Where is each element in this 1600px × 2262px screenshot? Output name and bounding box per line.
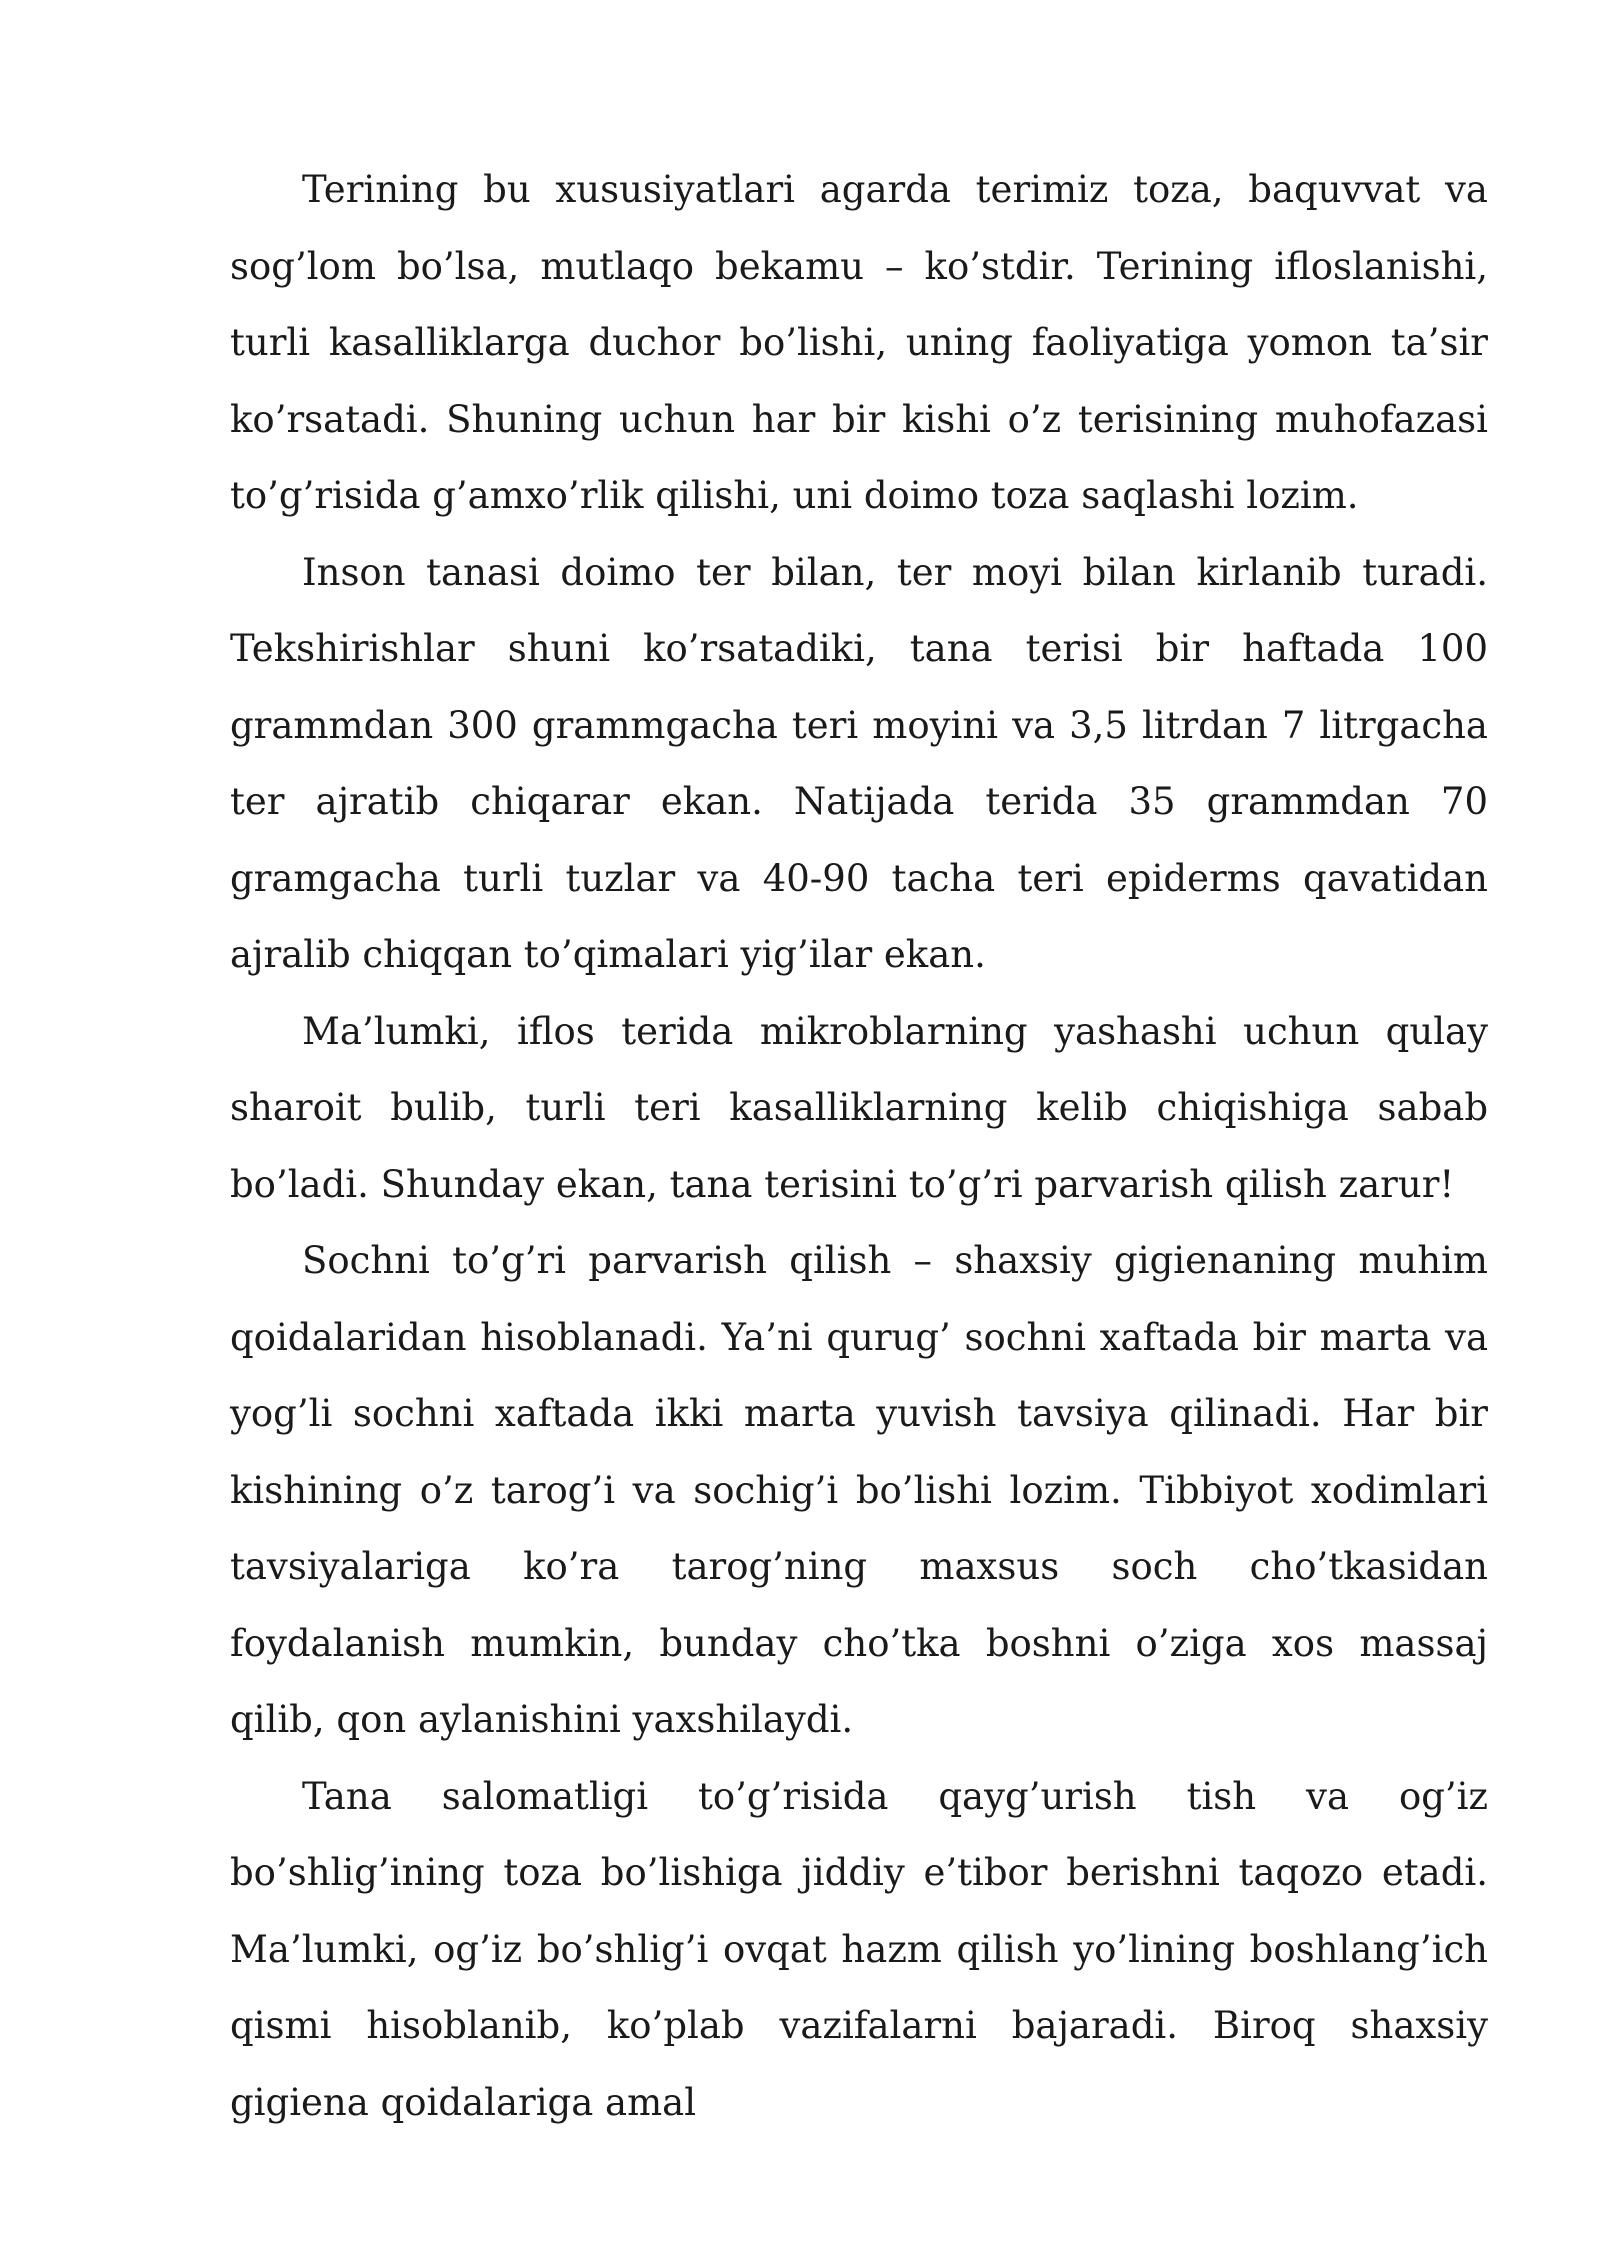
paragraph-microbes: Ma’lumki, iflos terida mikroblarning yashashi uchun qulay sharoit bulib, turli teri kasalliklarning kelib chiqishiga sabab bo’ladi. Shunday ekan, tana terisini to’g’ri parvarish qilish zarur!	[230, 1009, 1488, 1206]
body-text	[230, 152, 1488, 2141]
paragraph-hair-care: Sochni to’g’ri parvarish qilish – shaxsiy gigienaning muhim qoidalaridan hisoblanadi. Ya’ni qurug’ sochni xaftada bir marta va yog’li sochni xaftada ikki marta yuvish tavsiya qilinadi. Har bir kishining o’z tarog’i va sochig’i bo’lishi lozim. Tibbiyot xodimlari tavsiyalariga ko’ra tarog’ning maxsus soch cho’tkasidan foydalanish mumkin, bunday cho’tka boshni o’ziga xos massaj qilib, qon aylanishini yaxshilaydi.	[230, 1239, 1488, 1741]
paragraph-sweat-secretion: Inson tanasi doimo ter bilan, ter moyi bilan kirlanib turadi. Tekshirishlar shuni ko’rsatadiki, tana terisi bir haftada 100 grammdan 300 grammgacha teri moyini va 3,5 litrdan 7 litrgacha ter ajratib chiqarar ekan. Natijada terida 35 grammdan 70 gramgacha turli tuzlar va 40-90 tacha teri epiderms qavatidan ajralib chiqqan to’qimalari yig’ilar ekan.	[230, 550, 1488, 976]
paragraph-oral-hygiene: Tana salomatligi to’g’risida qayg’urish tish va og’iz bo’shlig’ining toza bo’lishiga jiddiy e’tibor berishni taqozo etadi. Ma’lumki, og’iz bo’shlig’i ovqat hazm qilish yo’lining boshlang’ich qismi hisoblanib, ko’plab vazifalarni bajaradi. Biroq shaxsiy gigiena qoidalariga amal	[230, 1774, 1488, 2124]
paragraph-skin-properties: Terining bu xususiyatlari agarda terimiz toza, baquvvat va sog’lom bo’lsa, mutlaqo bekamu – ko’stdir. Terining ifloslanishi, turli kasalliklarga duchor bo’lishi, uning faoliyatiga yomon ta’sir ko’rsatadi. Shuning uchun har bir kishi o’z terisining muhofazasi to’g’risida g’amxo’rlik qilishi, uni doimo toza saqlashi lozim.	[230, 168, 1488, 517]
